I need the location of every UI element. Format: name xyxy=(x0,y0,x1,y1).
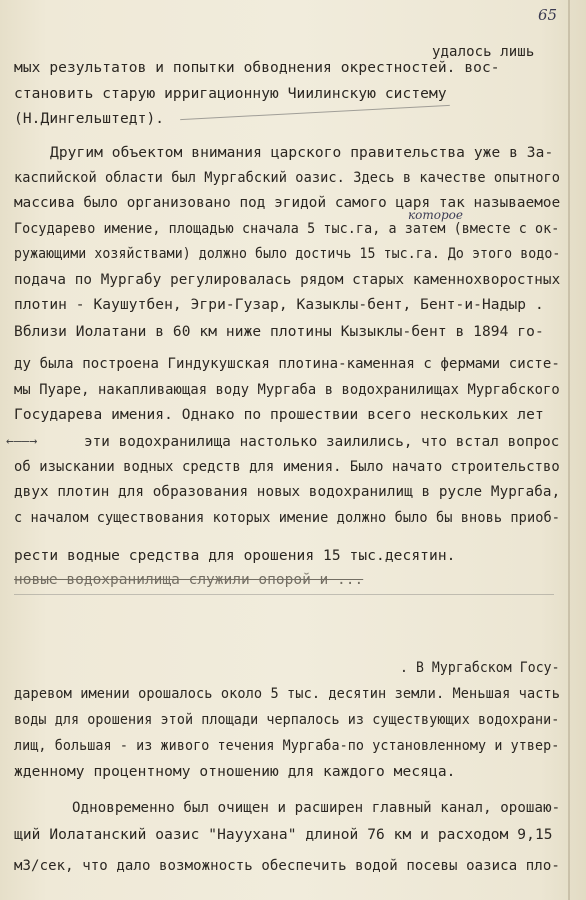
text-line: с началом существования которых имение должно было бы вновь приоб- xyxy=(14,510,561,526)
text-line: . В Мургабском Госу- xyxy=(400,660,560,676)
text-line: плотин - Каушутбен, Эгри-Гузар, Казыклы-бент, Бент-и-Надыр . xyxy=(14,297,544,313)
text-line: массива было организовано под эгидой самого царя так называемое xyxy=(14,195,561,211)
struck-out-line: новые водохранилища служили опорой и ... xyxy=(14,572,364,588)
text-line: становить старую ирригационную Чиилинскую систему xyxy=(14,86,447,102)
text-line: ружающими хозяйствами) должно было достичь 15 тыс.га. До этого водо- xyxy=(14,246,561,262)
text-line: воды для орошения этой площади черпалось из существующих водохрани- xyxy=(14,712,560,728)
handwritten-correction: которое xyxy=(408,208,464,222)
text-line: эти водохранилища настолько заилились, что встал вопрос xyxy=(84,434,560,450)
page-edge-line xyxy=(568,0,570,900)
text-line: мых результатов и попытки обводнения окрестностей. вос- xyxy=(14,60,500,76)
text-line: Вблизи Иолатани в 60 км ниже плотины Кызыклы-бент в 1894 го- xyxy=(14,324,544,340)
page-number: 65 xyxy=(538,6,558,24)
text-line: жденному процентному отношению для каждого месяца. xyxy=(14,764,456,780)
text-line: мы Пуаре, накапливающая воду Мургаба в водохранилищах Мургабского xyxy=(14,382,560,398)
text-line: рести водные средства для орошения 15 тыс.десятин. xyxy=(14,548,456,564)
text-line: Государева имения. Однако по прошествии всего нескольких лет xyxy=(14,407,544,423)
text-line: ду была построена Гиндукушская плотина-каменная с фермами систе- xyxy=(14,356,560,372)
text-line: подача по Мургабу регулировалась рядом старых каменнохворостных xyxy=(14,272,561,288)
text-line: Одновременно был очищен и расширен главный канал, орошаю- xyxy=(72,800,561,816)
text-line: лищ, большая - из живого течения Мургаба-по установленному и утвер- xyxy=(14,738,560,754)
pencil-mark xyxy=(180,105,450,120)
text-line: Другим объектом внимания царского правительства уже в За- xyxy=(50,145,554,161)
text-line: щий Иолатанский оазис "Науухана" длиной 76 км и расходом 9,15 xyxy=(14,827,553,843)
pencil-rule xyxy=(14,594,554,595)
margin-arrow: ←——→ xyxy=(6,434,38,449)
text-line: двух плотин для образования новых водохранилищ в русле Мургаба, xyxy=(14,484,561,500)
text-line: м3/сек, что дало возможность обеспечить водой посевы оазиса пло- xyxy=(14,858,560,874)
text-line: даревом имении орошалось около 5 тыс. десятин земли. Меньшая часть xyxy=(14,686,561,702)
text-line: каспийской области был Мургабский оазис. Здесь в качестве опытного xyxy=(14,170,561,186)
text-line: Государево имение, площадью сначала 5 тыс.га, а затем (вместе с ок- xyxy=(14,221,560,237)
inserted-phrase: удалось лишь xyxy=(432,44,535,60)
text-line: об изыскании водных средств для имения. Было начато строительство xyxy=(14,459,560,475)
text-line: (Н.Дингельштедт). xyxy=(14,111,165,127)
